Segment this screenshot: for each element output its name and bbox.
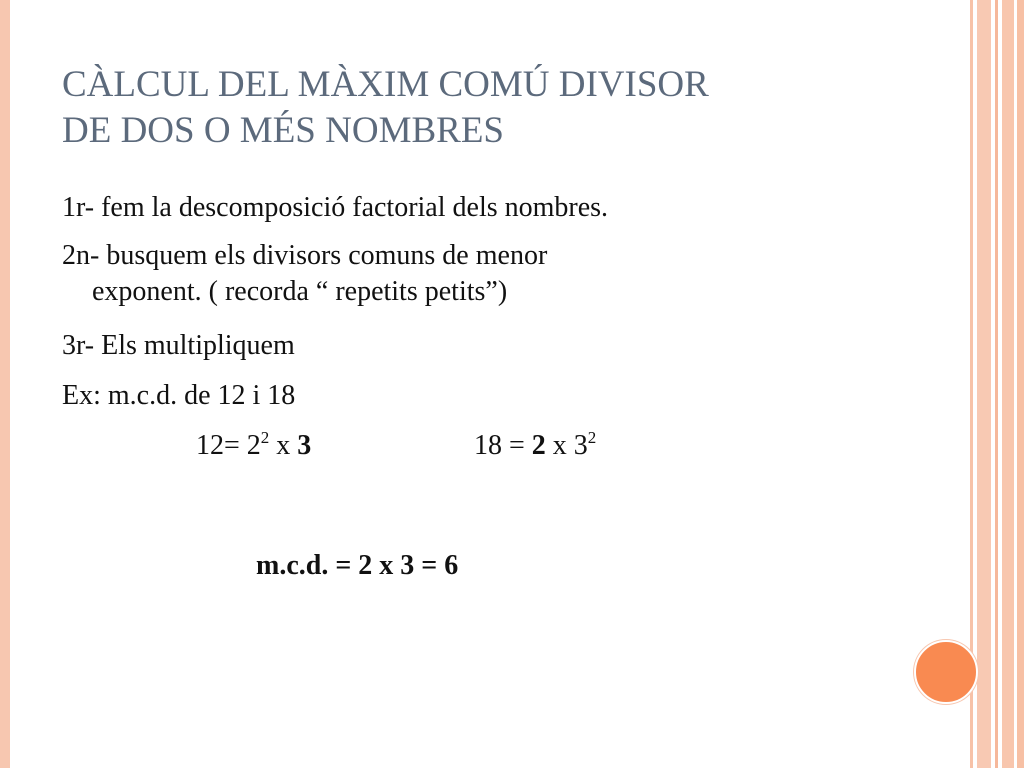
title-line-2: DE DOS O MÉS NOMBRES [62,110,505,151]
eq18-times: x 3 [545,430,588,461]
slide-title [62,62,912,154]
step-2-line-2: exponent. ( recorda “ repetits petits”) [92,276,508,307]
step-3: 3r- Els multipliquem [62,330,295,361]
result: m.c.d. = 2 x 3 = 6 [256,550,459,581]
title-line-1: CÀLCUL DEL MÀXIM COMÚ DIVISOR [62,64,709,105]
step-2-line-1: 2n- busquem els divisors comuns de menor [62,240,548,271]
right-stripes-decoration [964,0,1024,768]
eq18-lhs: 18 = [474,430,532,461]
eq12-common-factor: 3 [297,430,312,461]
equation-18 [474,428,596,464]
step-1: 1r- fem la descomposició factorial dels nombres. [62,192,609,223]
eq12-times: x [269,430,298,461]
left-border-decoration [0,0,10,768]
eq12-exponent: 2 [260,428,270,447]
example-heading: Ex: m.c.d. de 12 i 18 [62,380,296,411]
equation-12 [196,428,311,464]
eq18-exponent: 2 [587,428,597,447]
eq18-common-factor: 2 [531,430,546,461]
eq12-lhs: 12= 2 [196,430,261,461]
orange-circle-decoration [914,640,978,704]
